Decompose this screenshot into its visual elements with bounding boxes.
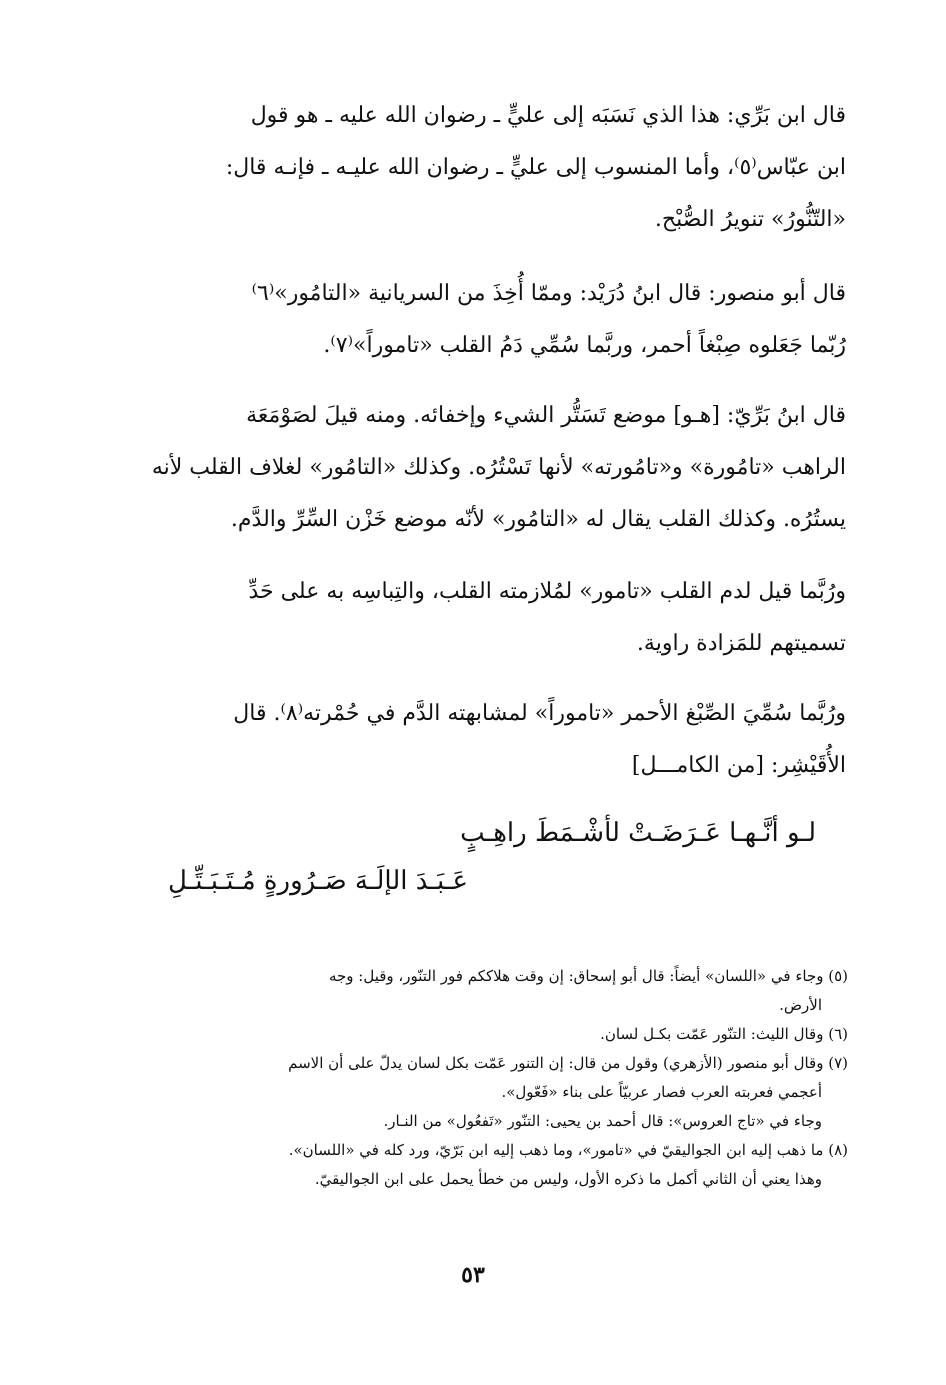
text-line: ابن عبّاس⁽٥⁾، وأما المنسوب إلى عليٍّ ـ رضوان الله عليـه ـ فإنـه قال: <box>225 155 846 180</box>
text-line: «التّنُّورُ» تنويرُ الصُّبْح. <box>654 207 846 232</box>
footnote-7 <box>140 1049 848 1136</box>
footnote-line: (٦) وقال الليث: التنّور عَمّت بكـل لسان. <box>600 1025 848 1043</box>
text-line: الأُقَيْشِر: [من الكامـــل] <box>631 753 846 778</box>
text-line: ورُبَّما قيل لدم القلب «تامور» لمُلازمته القلب، والتِباسِه به على حَدِّ <box>248 579 846 604</box>
page-number: ٥٣ <box>461 1262 485 1288</box>
footnote-8 <box>140 1136 848 1194</box>
footnotes <box>140 962 848 1194</box>
paragraph-5 <box>140 688 846 792</box>
footnote-line: وهذا يعني أن الثاني أكمل ما ذكره الأول، وليس من خطأ يحمل على ابن الجواليقيّ. <box>314 1170 822 1188</box>
footnote-line: الأرض. <box>779 996 822 1014</box>
footnote-line: (٨) ما ذهب إليه ابن الجواليقيّ في «تامور»، وما ذهب إليه ابن بَرّيّ، ورد كله في «اللسان». <box>288 1141 848 1159</box>
verse-second-hemistich: عَـبَـدَ الإلَـهَ صَـرُورةٍ مُـتَـبَـتِّـلِ <box>168 866 468 896</box>
text-line: الراهب «تامُورة» و«تامُورته» لأنها تَسْتُرُه. وكذلك «التامُور» لغلاف القلب لأنه <box>151 455 846 480</box>
footnote-line: أعجمي فعربته العرب فصار عربيّاً على بناء «فَعّول». <box>501 1083 822 1101</box>
text-line: رُبّما جَعَلوه صِبْغاً أحمر، وربَّما سُمِّي دَمُ القلب «تاموراً»⁽٧⁾. <box>323 333 846 358</box>
paragraph-2 <box>140 268 846 372</box>
verse-first-hemistich: لـو أنَّـهـا عَـرَضَـتْ لأشْـمَطَ راهِـبٍ <box>460 818 816 848</box>
footnote-line: وجاء في «تاج العروس»: قال أحمد بن يحيى: التنّور «تَفعُول» من النـار. <box>383 1112 822 1130</box>
footnote-line: (٧) وقال أبو منصور (الأزهري) وقول من قال: إن التنور عَمّت بكل لسان يدلّ على أن الاسم <box>288 1054 848 1072</box>
text-line: قال ابنُ بَرِّيّ: [هـو] موضع تَسَتُّر الشيء وإخفائه. ومنه قيلَ لصَوْمَعَة <box>246 403 846 428</box>
footnote-line: (٥) وجاء في «اللسان» أيضاً: قال أبو إسحاق: إن وقت هلاككم فور التنّور، وقيل: وجه <box>328 967 848 985</box>
footnote-6 <box>140 1020 848 1049</box>
paragraph-1 <box>140 90 846 246</box>
text-line: ورُبَّما سُمِّيَ الصِّبْغ الأحمر «تاموراً» لمشابهته الدَّم في حُمْرته⁽٨⁾. قال <box>233 701 846 726</box>
footnote-5 <box>140 962 848 1020</box>
paragraph-4 <box>140 566 846 670</box>
text-line: تسميتهم للمَزادة راوية. <box>636 631 846 656</box>
text-line: قال أبو منصور: قال ابنُ دُرَيْد: وممّا أُخِذَ من السريانية «التامُور»⁽٦⁾ <box>251 281 846 306</box>
text-line: يستُرُه. وكذلك القلب يقال له «التامُور» لأنّه موضع خَزْن السِّرِّ والدَّم. <box>230 507 846 532</box>
text-line: قال ابن بَرِّي: هذا الذي نَسَبَه إلى عليٍّ ـ رضوان الله عليه ـ هو قول <box>250 103 846 128</box>
paragraph-3 <box>140 390 846 546</box>
